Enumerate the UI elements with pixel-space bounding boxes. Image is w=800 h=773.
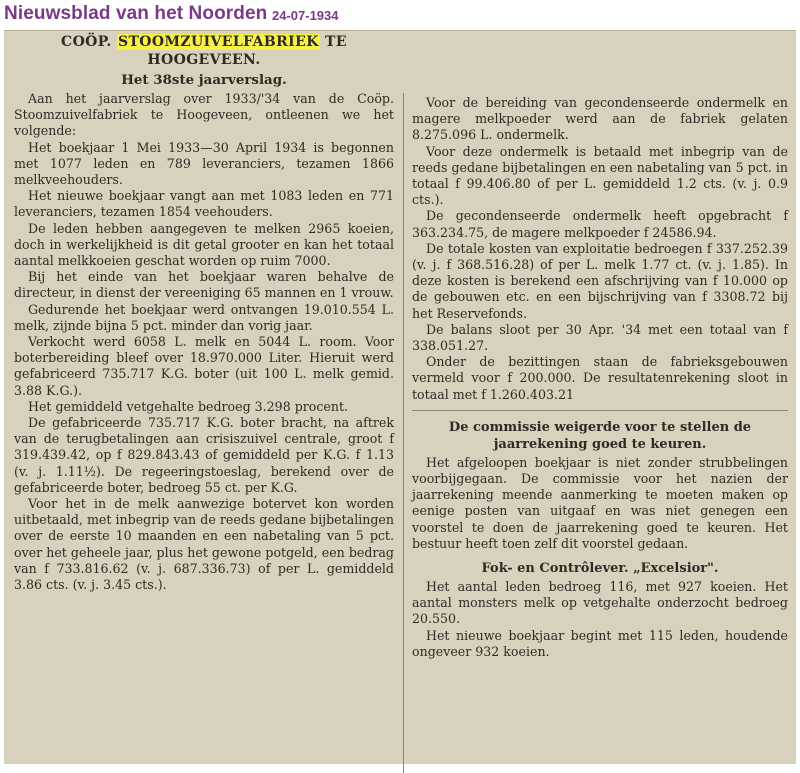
right-column [412,95,788,660]
article-subheadline: Het 38ste jaarverslag. [121,72,287,88]
publication-date: 24-07-1934 [272,8,339,23]
article-paragraph: Het gemiddeld vetgehalte bedroeg 3.298 procent. [28,398,349,414]
article-paragraph: Onder de bezittingen staan de fabrieksgebouwen vermeld voor f 200.000. De resultatenrekening sloot in totaal met f 1.260.403.21 [412,354,788,402]
article-paragraph: De leden hebben aangegeven te melken 2965 koeien, doch in werkelijkheid is dit getal grooter en kan het totaal aantal melkkoeien geschat worden op ruim 7000. [14,220,394,269]
article-headline [14,33,394,69]
article-paragraph: De balans sloot per 30 Apr. '34 met een totaal van f 338.051.27. [412,321,788,354]
headline-highlight: STOOMZUIVELFABRIEK [117,34,319,50]
headline-suffix: TE [325,34,347,50]
section-rule [412,410,788,411]
excelsior-paragraphs [412,579,788,660]
article-paragraph: Gedurende het boekjaar werd ontvangen 19.010.554 L. melk, zijnde bijna 5 pct. minder dan vorig jaar. [14,301,394,333]
article-paragraph: Aan het jaarverslag over 1933/'34 van de Coöp. Stoomzuivelfabriek te Hoogeveen, ontleenen we het volgende: [14,91,394,139]
headline-prefix: COÖP. [61,34,112,50]
article-paragraph: Voor de bereiding van gecondenseerde ondermelk en magere melkpoeder werd aan de fabriek gelaten 8.275.096 L. ondermelk. [412,95,788,143]
right-paragraphs [412,95,788,403]
newspaper-clipping [4,30,796,764]
commission-paragraph: Het afgeloopen boekjaar is niet zonder strubbelingen voorbijgegaan. De commissie voor het nazien der jaarrekening meende aanmerking te moeten maken op eenige posten van uitgaaf en was niet genegen een voorstel te doen de jaarrekening goed te keuren. Het bestuur heeft toen zelf dit voorstel gedaan. [412,454,788,551]
headline-line2: HOOGEVEEN. [147,52,261,68]
left-column [14,33,394,593]
commission-paragraphs [412,455,788,552]
article-paragraph: Het boekjaar 1 Mei 1933—30 April 1934 is begonnen met 1077 leden en 789 leveranciers, tezamen 1866 melkveehouders. [14,139,394,188]
article-paragraph: Bij het einde van het boekjaar waren behalve de directeur, in dienst der vereeniging 65 mannen en 1 vrouw. [14,269,394,301]
newspaper-title: Nieuwsblad van het Noorden [4,3,268,24]
article-paragraph: De gecondenseerde ondermelk heeft opgebracht f 363.234.75, de magere melkpoeder f 24586.94. [412,208,788,240]
excelsior-paragraph: Het nieuwe boekjaar begint met 115 leden, houdende ongeveer 932 koeien. [412,627,788,659]
left-paragraphs [14,91,394,593]
article-paragraph: Voor het in de melk aanwezige botervet kon worden uitbetaald, met inbegrip van de reeds gedane bijbetalingen over de eerste 10 maanden en een nabetaling van 5 pct. over het geheele jaar, plus het gewone potgeld, een bedrag van f 733.816.62 (v. j. 687.336.73) of per L. gemiddeld 3.86 cts. (v. j. 3.45 cts.). [14,496,394,593]
column-divider [403,93,404,773]
commission-headline: De commissie weigerde voor te stellen de jaarrekening goed te keuren. [448,419,752,452]
article-paragraph: De totale kosten van exploitatie bedroegen f 337.252.39 (v. j. f 368.516.28) of per L. melk 1.77 ct. (v. j. 1.85). In deze kosten is berekend een afschrijving van f 10.000 op de gebouwen etc. en een bijschrijving van f 3308.72 bij het Reservefonds. [412,240,788,321]
masthead [0,0,800,30]
article-paragraph: Verkocht werd 6058 L. melk en 5044 L. room. Voor boterbereiding bleef over 18.970.000 Liter. Hieruit werd gefabriceerd 735.717 K.G. boter (uit 100 L. melk gemid. 3.88 K.G.). [14,334,394,398]
article-paragraph: De gefabriceerde 735.717 K.G. boter bracht, na aftrek van de terugbetalingen aan crisiszuivel centrale, groot f 319.439.42, op f 829.843.43 of gemiddeld per K.G. f 1.13 (v. j. 1.11½). De regeeringstoeslag, berekend over de gefabriceerde boter, bedroeg 55 ct. per K.G. [14,415,394,495]
excelsior-paragraph: Het aantal leden bedroeg 116, met 927 koeien. Het aantal monsters melk op vetgehalte onderzocht bedroeg 20.550. [412,579,788,627]
excelsior-headline: Fok- en Contrôlever. „Excelsior". [481,561,719,577]
article-paragraph: Het nieuwe boekjaar vangt aan met 1083 leden en 771 leveranciers, tezamen 1854 veehouders. [14,188,394,220]
article-paragraph: Voor deze ondermelk is betaald met inbegrip van de reeds gedane bijbetalingen en een nabetaling van 5 pct. in totaal f 99.406.80 of per L. gemiddeld 1.2 cts. (v. j. 0.9 cts.). [412,143,788,208]
